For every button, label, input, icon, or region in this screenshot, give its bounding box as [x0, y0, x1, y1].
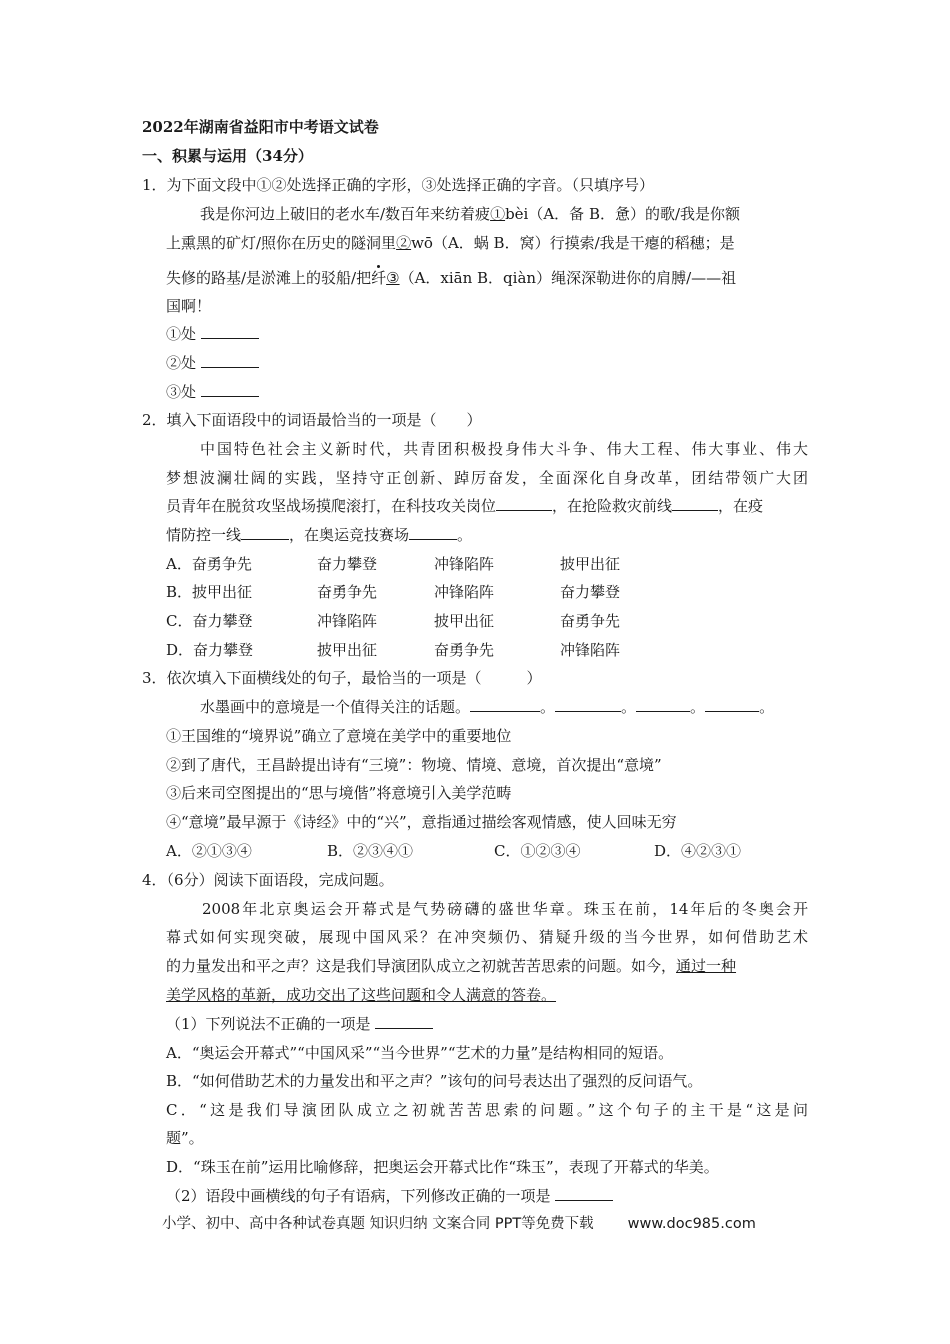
- answer-blank[interactable]: [201, 382, 259, 397]
- option-word: 冲锋陷阵: [560, 641, 621, 659]
- q4-stem: 4．（6分）阅读下面语段，完成问题。: [142, 871, 394, 889]
- section-heading: 一、积累与运用（34分）: [142, 147, 313, 165]
- q1-answer-1: [166, 324, 259, 344]
- text: ，在抢险救灾前线: [552, 497, 673, 515]
- option-label: C．奋力攀登: [166, 612, 253, 630]
- q2-passage-line: [166, 496, 763, 516]
- marker-3: ③: [386, 269, 400, 287]
- fill-blank[interactable]: [705, 697, 759, 712]
- marker-1: ①: [490, 205, 506, 223]
- label: ①处: [166, 325, 197, 343]
- page-footer: [162, 1212, 756, 1233]
- text: 我是你河边上破旧的老水车/数百年来纺着疲: [200, 205, 491, 223]
- q1-passage-line: [166, 268, 736, 288]
- q1-stem: 1．为下面文段中①②处选择正确的字形，③处选择正确的字音。（只填序号）: [142, 176, 655, 194]
- q3-option-a[interactable]: A．②①③④: [166, 842, 252, 860]
- q3-sentence-1: ①王国维的“境界说”确立了意境在美学中的重要地位: [166, 727, 512, 745]
- option-word: 披甲出征: [317, 641, 378, 659]
- document-title: 2022年湖南省益阳市中考语文试卷: [142, 118, 379, 136]
- text: 失修的路基/是淤滩上的驳船/把: [166, 269, 372, 287]
- option-word: 奋勇争先: [434, 641, 495, 659]
- text: 。: [621, 698, 637, 716]
- q3-sentence-3: ③后来司空图提出的“思与境偕”将意境引入美学范畴: [166, 784, 512, 802]
- fill-blank[interactable]: [555, 697, 621, 712]
- option-word: 冲锋陷阵: [317, 612, 378, 630]
- option-label: B．披甲出征: [166, 583, 253, 601]
- q1-passage-line: 国啊！: [166, 297, 212, 315]
- text: （1）下列说法不正确的一项是: [166, 1015, 371, 1033]
- fill-blank[interactable]: [241, 525, 289, 540]
- text: ，在疫: [718, 497, 764, 515]
- q2-passage-line: 中国特色社会主义新时代，共青团积极投身伟大斗争、伟大工程、伟大事业、伟大: [200, 440, 808, 458]
- q3-sentence-4: ④“意境”最早源于《诗经》中的“兴”，意指通过描绘客观情感，使人回味无穷: [166, 813, 677, 831]
- text: （A．xiān B．qiàn）绳深深勒进你的肩膊/——祖: [399, 269, 737, 287]
- text: 。: [690, 698, 706, 716]
- q4-option-a[interactable]: A．“奥运会开幕式”“中国风采”“当今世界”“艺术的力量”是结构相同的短语。: [166, 1044, 674, 1062]
- q4-sub-question-2: [166, 1186, 613, 1206]
- q3-stem: 3．依次填入下面横线处的句子，最恰当的一项是（ ）: [142, 669, 542, 687]
- q4-passage-line: 2008年北京奥运会开幕式是气势磅礴的盛世华章。珠玉在前，14年后的冬奥会开: [202, 900, 808, 918]
- q4-passage-line: [166, 956, 736, 976]
- label: ③处: [166, 383, 197, 401]
- emphasis-dot-char: 纤: [371, 269, 387, 287]
- option-word: 奋力攀登: [317, 555, 378, 573]
- q3-sentence-2: ②到了唐代，王昌龄提出诗有“三境”：物境、情境、意境，首次提出“意境”: [166, 756, 662, 774]
- text: bèi（A．备 B．惫）的歌/我是你额: [505, 205, 741, 223]
- text: 员青年在脱贫攻坚战场摸爬滚打，在科技攻关岗位: [166, 497, 497, 515]
- answer-blank[interactable]: [201, 353, 259, 368]
- text: 。: [540, 698, 556, 716]
- q3-option-d[interactable]: D．④②③①: [654, 842, 742, 860]
- option-word: 披甲出征: [560, 555, 621, 573]
- q3-option-c[interactable]: C．①②③④: [494, 842, 581, 860]
- q2-passage-line: 梦想波澜壮阔的实践，坚持守正创新、踔厉奋发，全面深化自身改革，团结带领广大团: [166, 469, 808, 487]
- q2-stem: 2．填入下面语段中的词语最恰当的一项是（ ）: [142, 411, 482, 429]
- fill-blank[interactable]: [636, 697, 690, 712]
- underlined-sentence: 美学风格的革新，成功交出了这些问题和令人满意的答卷。: [166, 986, 557, 1004]
- q2-passage-line: [166, 525, 472, 545]
- q1-passage-line: [166, 233, 735, 253]
- text: 。: [457, 526, 473, 544]
- answer-blank[interactable]: [375, 1014, 433, 1029]
- option-word: 披甲出征: [434, 612, 495, 630]
- q1-answer-3: [166, 382, 259, 402]
- footer-text: 小学、初中、高中各种试卷真题 知识归纳 文案合同 PPT等免费下载: [162, 1216, 594, 1232]
- text: 。: [759, 698, 775, 716]
- q1-answer-2: [166, 353, 259, 373]
- answer-blank[interactable]: [555, 1186, 613, 1201]
- label: ②处: [166, 354, 197, 372]
- option-word: 奋勇争先: [317, 583, 378, 601]
- option-word: 奋力攀登: [560, 583, 621, 601]
- q4-passage-line: 幕式如何实现突破，展现中国风采？在冲突频仍、猜疑升级的当今世界，如何借助艺术: [166, 928, 808, 946]
- text: wō（A．蜗 B．窝）行摸索/我是干瘪的稻穗；是: [411, 234, 735, 252]
- text: 情防控一线: [166, 526, 242, 544]
- answer-blank[interactable]: [201, 324, 259, 339]
- q4-option-c[interactable]: C．“这是我们导演团队成立之初就苦苦思索的问题。”这个句子的主干是“这是问: [166, 1101, 808, 1119]
- option-word: 奋勇争先: [560, 612, 621, 630]
- q3-passage-line: [200, 697, 774, 717]
- q4-option-b[interactable]: B．“如何借助艺术的力量发出和平之声？”该句的问号表达出了强烈的反问语气。: [166, 1072, 703, 1090]
- fill-blank[interactable]: [496, 496, 552, 511]
- text: （2）语段中画横线的句子有语病，下列修改正确的一项是: [166, 1187, 551, 1205]
- q4-option-d[interactable]: D．“珠玉在前”运用比喻修辞，把奥运会开幕式比作“珠玉”，表现了开幕式的华美。: [166, 1158, 719, 1176]
- q1-passage-line: [200, 204, 740, 224]
- marker-2: ②: [396, 234, 412, 252]
- text: 上熏黑的矿灯/照你在历史的隧洞里: [166, 234, 397, 252]
- option-label: D．奋力攀登: [166, 641, 254, 659]
- text: 的力量发出和平之声？这是我们导演团队成立之初就苦苦思索的问题。如今，: [166, 957, 677, 975]
- fill-blank[interactable]: [470, 697, 540, 712]
- option-label: A．奋勇争先: [166, 555, 252, 573]
- text: ，在奥运竞技赛场: [289, 526, 410, 544]
- option-word: 冲锋陷阵: [434, 583, 495, 601]
- fill-blank[interactable]: [409, 525, 457, 540]
- footer-link[interactable]: www.doc985.com: [627, 1216, 756, 1232]
- underlined-sentence: 通过一种: [676, 957, 737, 975]
- text: 水墨画中的意境是一个值得关注的话题。: [200, 698, 471, 716]
- q4-sub-question-1: [166, 1014, 433, 1034]
- option-word: 冲锋陷阵: [434, 555, 495, 573]
- fill-blank[interactable]: [672, 496, 718, 511]
- q4-option-c-cont: 题”。: [166, 1129, 204, 1147]
- q4-passage-line: [166, 985, 556, 1005]
- q3-option-b[interactable]: B．②③④①: [327, 842, 414, 860]
